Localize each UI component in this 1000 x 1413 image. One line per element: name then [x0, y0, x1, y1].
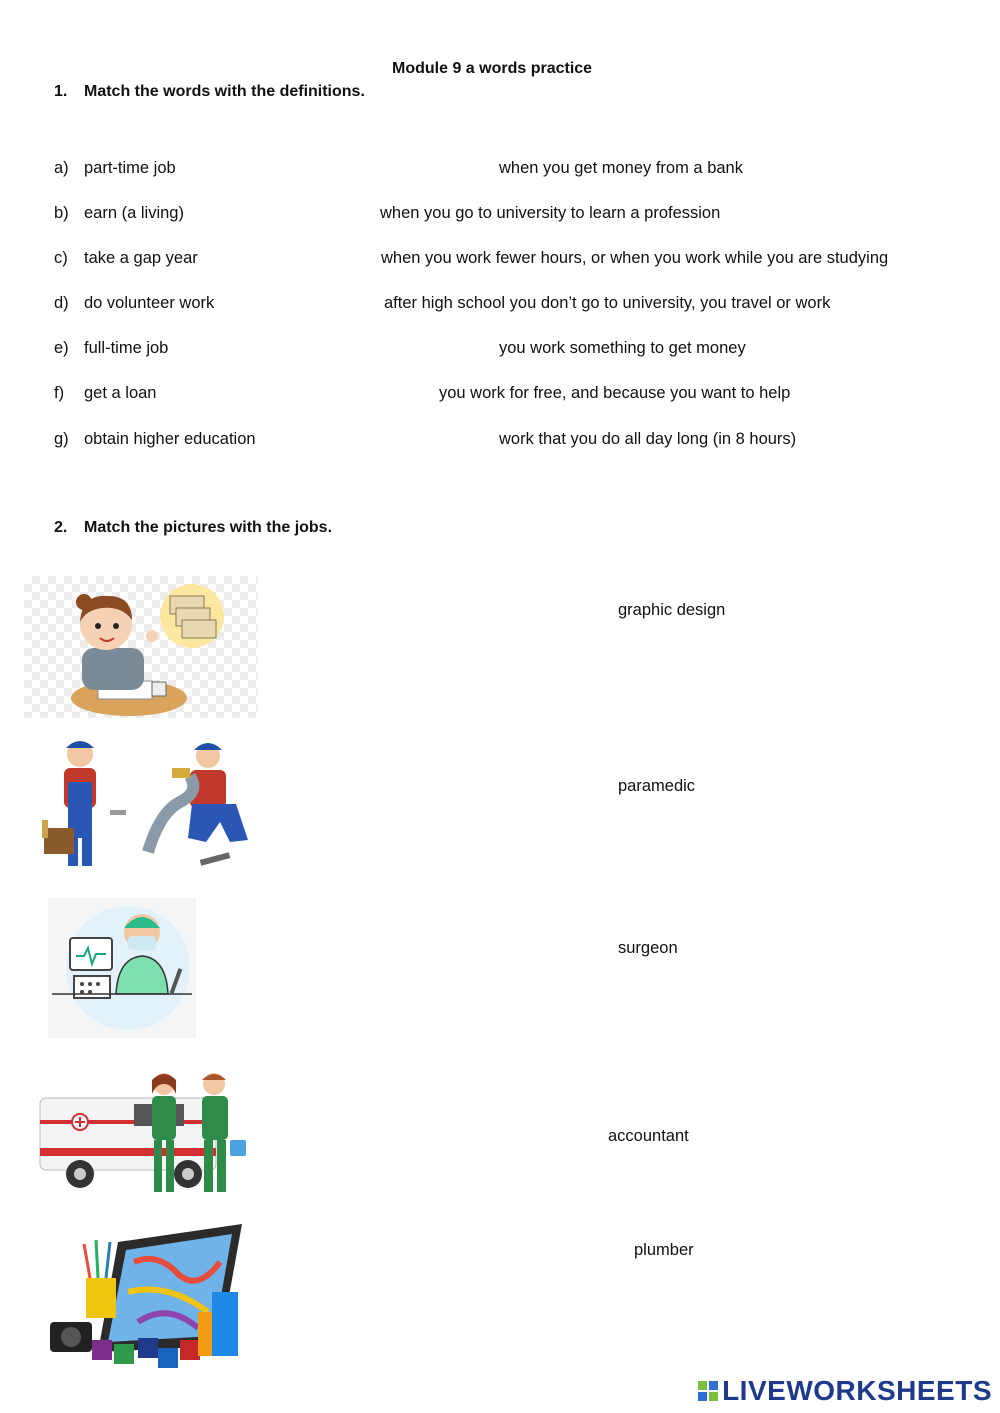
- q1-heading: Match the words with the definitions.: [84, 83, 365, 100]
- logo-mark-icon: [698, 1381, 718, 1401]
- job-label-graphic-design: graphic design: [618, 601, 726, 619]
- row-word: part-time job: [84, 159, 176, 177]
- row-word: get a loan: [84, 384, 157, 402]
- row-letter: c): [54, 249, 68, 267]
- logo-text: LIVEWORKSHEETS: [722, 1375, 992, 1406]
- plumber-picture: [30, 732, 258, 878]
- row-definition: when you get money from a bank: [499, 159, 743, 177]
- row-word: do volunteer work: [84, 294, 215, 312]
- job-label-plumber: plumber: [634, 1241, 694, 1259]
- page-title: Module 9 a words practice: [392, 60, 593, 77]
- job-label-paramedic: paramedic: [618, 777, 696, 795]
- row-word: take a gap year: [84, 249, 198, 267]
- row-definition: you work something to get money: [499, 339, 746, 357]
- liveworksheets-logo[interactable]: [698, 1375, 992, 1407]
- surgeon-picture: [48, 898, 196, 1038]
- row-word: obtain higher education: [84, 430, 256, 448]
- row-definition: you work for free, and because you want to help: [439, 384, 791, 402]
- graphic-design-picture: [48, 1222, 244, 1370]
- q2-heading: Match the pictures with the jobs.: [84, 519, 333, 536]
- row-letter: a): [54, 159, 69, 177]
- row-letter: g): [54, 430, 69, 448]
- q2-number: 2.: [54, 519, 68, 536]
- job-label-accountant: accountant: [608, 1127, 689, 1145]
- row-definition: when you go to university to learn a profession: [380, 204, 721, 222]
- row-definition: after high school you don’t go to university, you travel or work: [384, 294, 831, 312]
- row-letter: b): [54, 204, 69, 222]
- row-letter: d): [54, 294, 69, 312]
- row-definition: work that you do all day long (in 8 hours): [499, 430, 797, 448]
- row-letter: e): [54, 339, 69, 357]
- accountant-picture: [24, 576, 258, 718]
- job-label-surgeon: surgeon: [618, 939, 678, 957]
- paramedic-picture: [38, 1070, 248, 1200]
- row-definition: when you work fewer hours, or when you work while you are studying: [381, 249, 889, 267]
- row-letter: f): [54, 384, 65, 402]
- row-word: full-time job: [84, 339, 169, 357]
- q1-number: 1.: [54, 83, 68, 100]
- row-word: earn (a living): [84, 204, 184, 222]
